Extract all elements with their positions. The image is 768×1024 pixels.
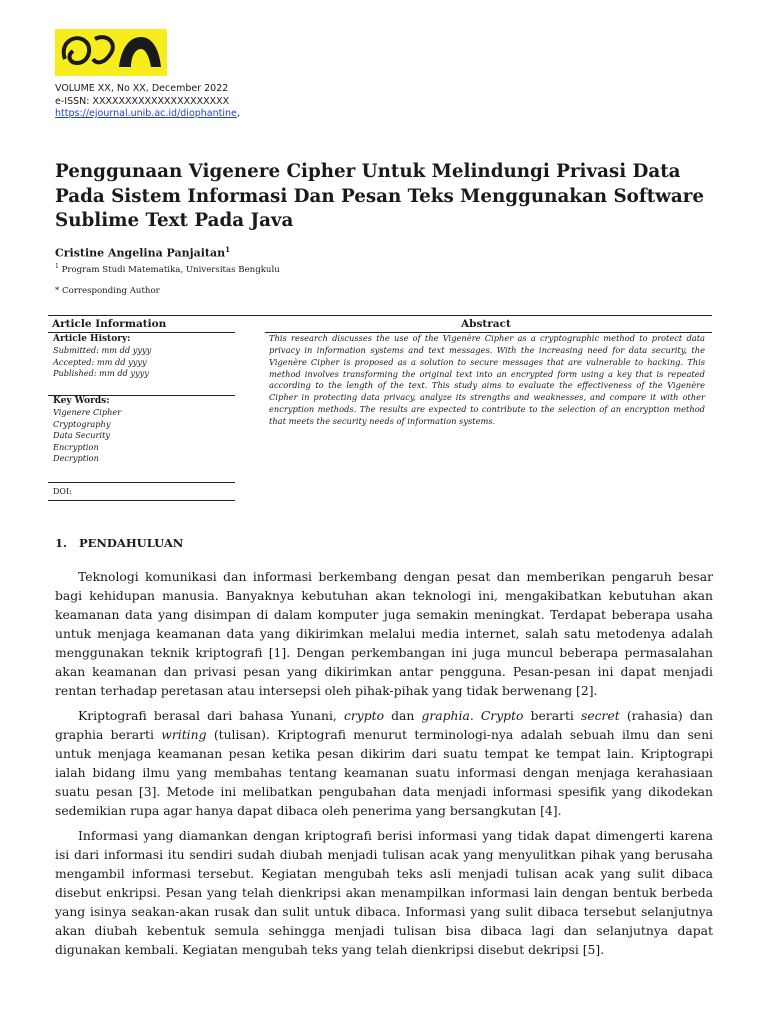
- journal-url-suffix: ,: [236, 108, 240, 119]
- journal-logo-mark: [55, 29, 167, 76]
- affiliation-line: [55, 263, 280, 275]
- info-heading-rule: [48, 332, 235, 333]
- article-history-label: Article History:: [53, 334, 131, 344]
- journal-volume: VOLUME XX, No XX, December 2022: [55, 83, 229, 94]
- journal-url-line: [55, 108, 240, 121]
- affiliation-text: Program Studi Matematika, Universitas Bengkulu: [61, 264, 280, 275]
- journal-issn: e-ISSN: XXXXXXXXXXXXXXXXXXXXX: [55, 95, 230, 107]
- term-secret: secret: [580, 709, 620, 723]
- author-affiliation-mark: 1: [225, 245, 231, 254]
- keyword-item: Cryptography: [53, 418, 111, 429]
- abstract-text: This research discusses the use of the Vigenère Cipher as a cryptographic method to protect data privacy in information systems and text messages. With the increasing need for data security, the Vigenère Cipher is proposed as a solution to secure messages that are vulnerable to hacking. This method involves transforming the original text into an encrypted form using a key that is repeated according to the length of the text. This study aims to evaluate the effectiveness of the Vigenère Cipher in protecting data privacy, analyze its strengths and weaknesses, and compare it with other encryption methods. The results are expected to contribute to the selection of an encryption method that meets the security needs of information systems.: [269, 333, 705, 426]
- published-date: Published: mm dd yyyy: [53, 368, 149, 378]
- affiliation-mark: 1: [55, 263, 59, 270]
- paragraph-2-text: (rahasia) dan graphia berarti: [55, 709, 713, 742]
- paragraph-1: Teknologi komunikasi dan informasi berkembang dengan pesat dan memberikan pengaruh besar bagi kehidupan manusia. Banyaknya kebutuhan akan teknologi ini, mengakibatkan kebutuhan akan keamanan data yang disimpan di dalam komputer juga semakin meningkat. Terdapat beberapa usaha untuk menjaga keamanan data yang dikirimkan melalui media internet, salah satu metodenya adalah menggunakan teknik kriptografi [1]. Dengan perkembangan ini juga muncul beberapa permasalahan akan keamanan dan privasi pesan yang dikirimkan antar pengguna. Pesan-pesan ini dapat menjadi rentan terhadap peretasan atau intersepsi oleh pihak-pihak yang tidak berwenang [2].: [55, 570, 713, 698]
- paragraph-2-text: .: [469, 709, 481, 723]
- corresponding-author-note: * Corresponding Author: [55, 286, 160, 296]
- paragraph-2-text: Kriptografi berasal dari bahasa Yunani,: [78, 709, 344, 723]
- keyword-item: Vigenere Cipher: [53, 407, 122, 417]
- term-writing: writing: [161, 728, 207, 742]
- paragraph-2: [55, 707, 713, 821]
- term-graphia: graphia: [421, 709, 470, 723]
- term-crypto-cap: Crypto: [480, 709, 524, 723]
- author-line: [55, 245, 230, 260]
- section-title: PENDAHULUAN: [79, 536, 184, 550]
- paragraph-2-text: berarti: [523, 709, 581, 723]
- doi-label: DOI:: [53, 487, 72, 496]
- submitted-date: Submitted: mm dd yyyy: [53, 345, 152, 355]
- table-top-rule: [48, 315, 712, 316]
- paper-title: Penggunaan Vigenere Cipher Untuk Melindungi Privasi Data Pada Sistem Informasi Dan Pesan Teks Menggunakan Software Sublime Text Pada Java: [55, 161, 705, 231]
- abstract-heading: Abstract: [461, 318, 511, 330]
- section-heading: [55, 536, 183, 550]
- keyword-item: Encryption: [53, 441, 99, 452]
- doi-rule: [48, 500, 235, 501]
- paragraph-3: Informasi yang diamankan dengan kriptografi berisi informasi yang tidak dapat dimengerti karena isi dari informasi itu sendiri sudah diubah menjadi tulisan acak yang menyulitkan pihak yang berusaha mengambil informasi tersebut. Kegiatan mengubah teks asli menjadi tulisan acak yang sulit dibaca disebut enkripsi. Pesan yang telah dienkripsi akan menampilkan informasi lain dengan bentuk berbeda yang isinya seakan-akan rusak dan sulit untuk dibaca. Informasi yang sulit dibaca tersebut selanjutnya akan diubah kebentuk semula sehingga menjadi tulisan bisa dibaca lagi dan selanjutnya dapat digunakan kembali. Kegiatan mengubah teks yang telah dienkripsi disebut dekripsi [5].: [55, 829, 713, 957]
- article-info-heading: Article Information: [52, 318, 167, 330]
- paragraph-2-text: (tulisan). Kriptografi menurut terminologi-nya adalah sebuah ilmu dan seni untuk menjaga keamanan pesan ketika pesan dikirim dari suatu tempat ke tempat lain. Kriptograpi ialah bidang ilmu yang membahas tentang keamanan suatu informasi dengan menjaga kerahasiaan suatu pesan [3]. Metode ini melibatkan pengubahan data menjadi informasi spesifik yang dikodekan sedemikian rupa agar hanya dapat dibaca oleh penerima yang bersangkutan [4].: [55, 728, 713, 818]
- keyword-item: Data Security: [53, 430, 110, 440]
- article-history: [53, 334, 151, 380]
- term-crypto: crypto: [343, 709, 385, 723]
- journal-meta: [55, 83, 240, 121]
- keywords-block: [53, 396, 121, 465]
- section-number: 1.: [55, 536, 68, 550]
- journal-url-link[interactable]: https://ejournal.unib.ac.id/diophantine: [55, 108, 237, 119]
- accepted-date: Accepted: mm dd yyyy: [53, 356, 147, 367]
- author-name: Cristine Angelina Panjaitan: [55, 246, 226, 260]
- journal-logo: [55, 29, 167, 76]
- keyword-item: Decryption: [53, 453, 99, 463]
- keywords-label: Key Words:: [53, 396, 110, 406]
- keywords-rule: [48, 482, 235, 483]
- paragraph-2-text: dan: [384, 709, 422, 723]
